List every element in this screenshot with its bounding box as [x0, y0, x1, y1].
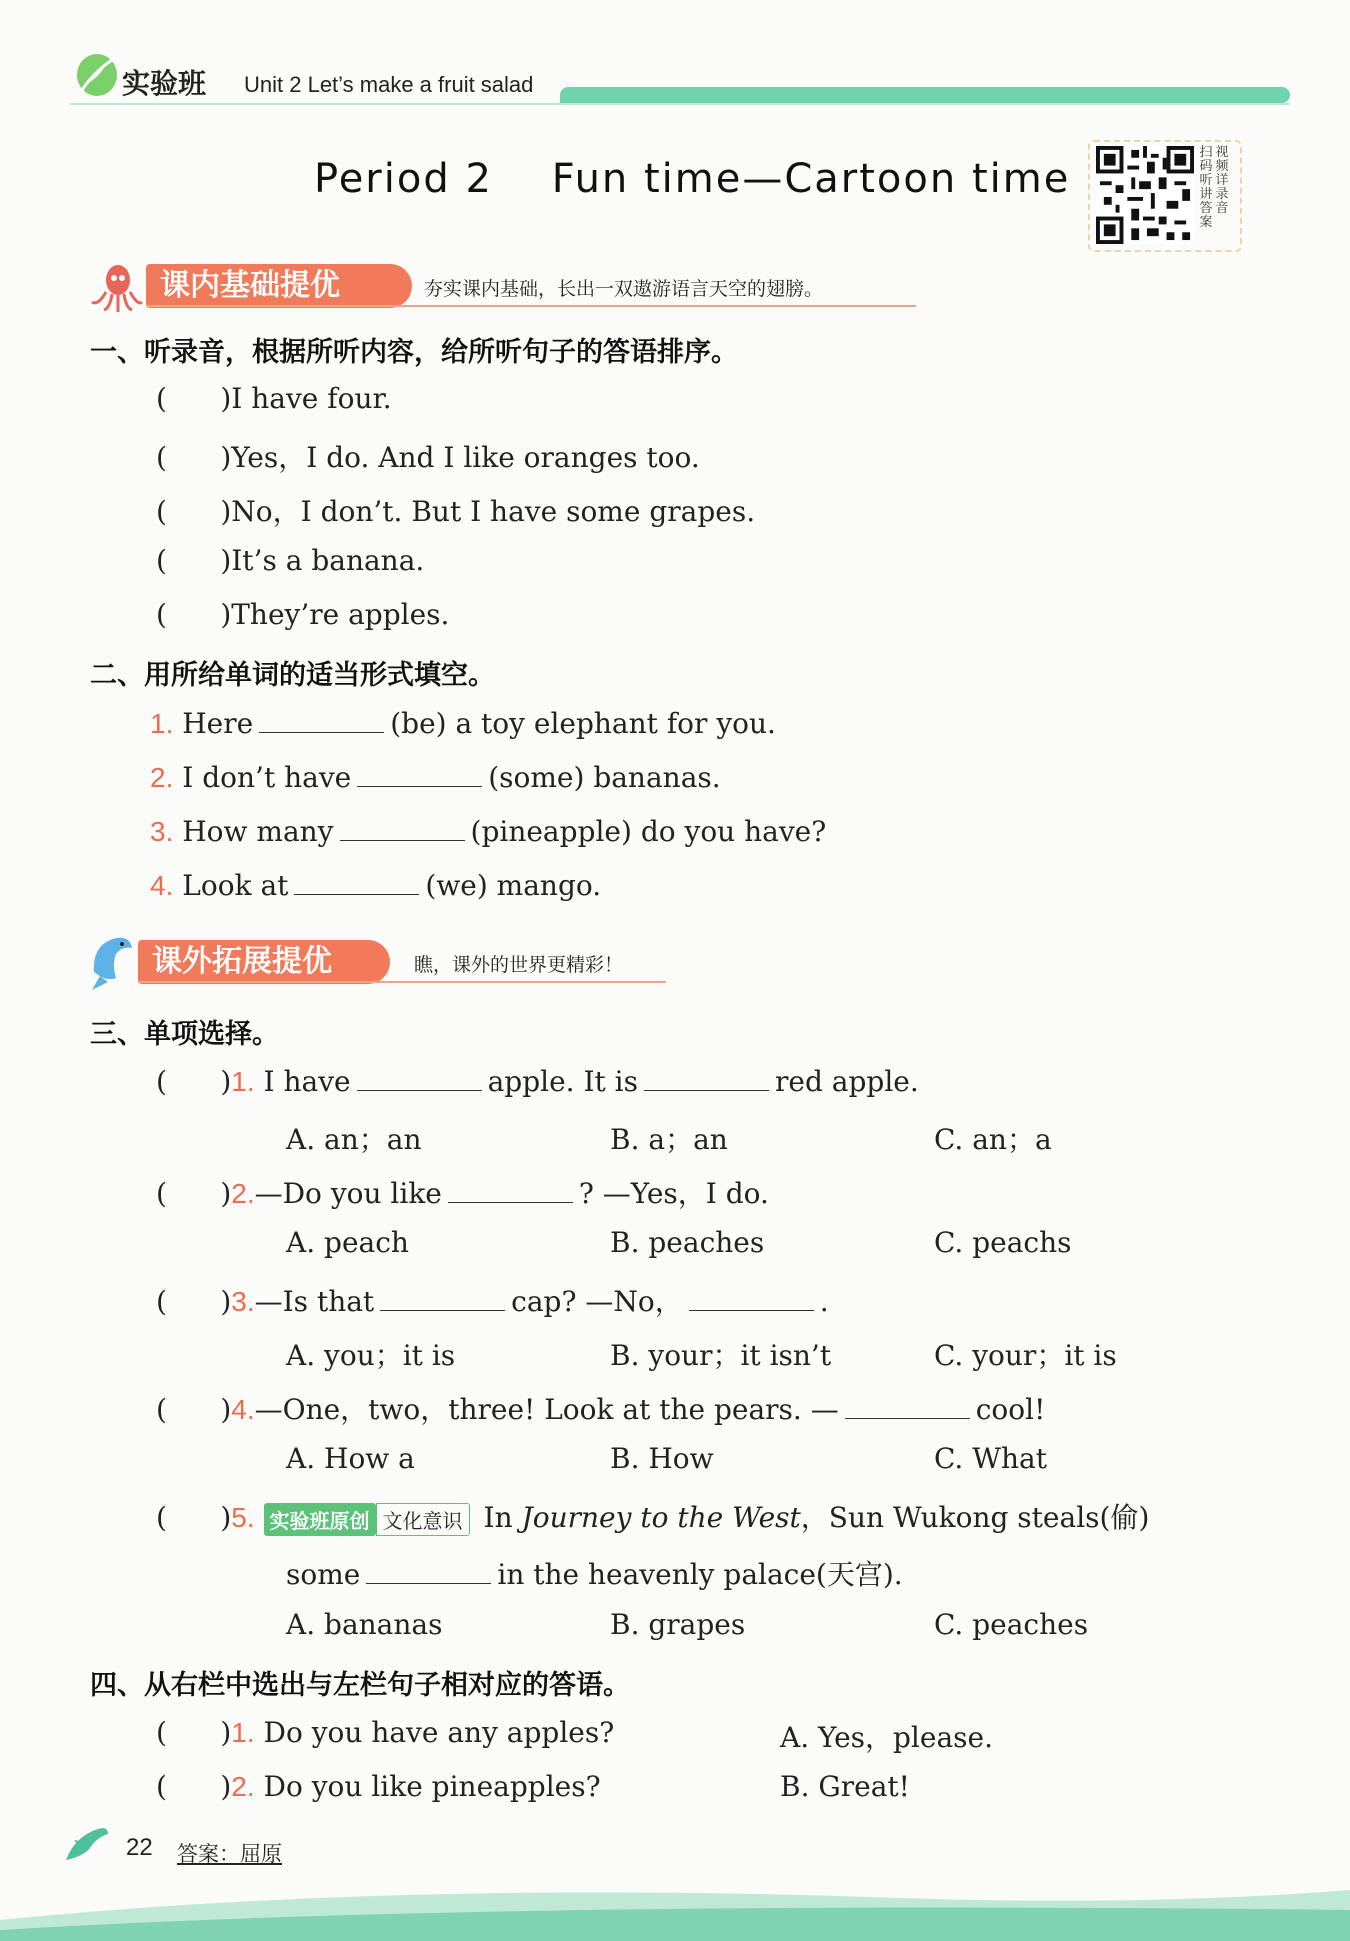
option-a[interactable]: A. an；an: [286, 1123, 422, 1156]
option-a[interactable]: A. you；it is: [286, 1339, 456, 1372]
fill-blank-item: 3. How many (pineapple) do you have?: [150, 815, 827, 848]
page-title: Period 2 Fun time—Cartoon time: [314, 156, 1071, 202]
fill-blank-item: 4. Look at (we) mango.: [150, 869, 602, 902]
option-a[interactable]: A. bananas: [286, 1608, 443, 1641]
answer-blank[interactable]: [357, 760, 482, 787]
answer-bracket[interactable]: ( ): [156, 441, 232, 474]
answer-bracket[interactable]: ( ): [156, 1065, 232, 1098]
answer-bracket[interactable]: ( ): [156, 1393, 232, 1426]
qr-code-box[interactable]: [1088, 140, 1242, 252]
qr-code-icon[interactable]: [1096, 146, 1194, 244]
page-number: 22: [126, 1834, 153, 1861]
unit-title: Unit 2 Let’s make a fruit salad: [244, 72, 534, 97]
answer-bracket[interactable]: ( ): [156, 598, 232, 631]
option-c[interactable]: C. What: [934, 1442, 1047, 1475]
question-2: ( )2.—Do you like ? —Yes，I do.: [156, 1177, 769, 1210]
option-b[interactable]: B. grapes: [610, 1608, 746, 1641]
section-3-title: 三、单项选择。: [90, 1019, 279, 1050]
answer-blank[interactable]: [448, 1176, 573, 1203]
option-b[interactable]: B. How: [610, 1442, 714, 1475]
match-item-1: ( )1. Do you have any apples?: [156, 1716, 615, 1749]
section-banner-extended: 课外拓展提优: [138, 940, 390, 984]
section-2-title: 二、用所给单词的适当形式填空。: [90, 660, 495, 691]
list-item: ( )I have four.: [156, 382, 392, 415]
answer-blank[interactable]: [366, 1557, 491, 1584]
leaf-logo-icon: [74, 52, 120, 98]
match-item-2: ( )2. Do you like pineapples?: [156, 1770, 601, 1803]
question-3: ( )3.—Is that cap? —No， .: [156, 1285, 829, 1318]
answer-blank[interactable]: [357, 1064, 482, 1091]
list-item: ( )It’s a banana.: [156, 544, 425, 577]
answer-bracket[interactable]: ( ): [156, 495, 232, 528]
section-4-title: 四、从右栏中选出与左栏句子相对应的答语。: [90, 1670, 630, 1701]
answer-note: 答案：屈原: [177, 1842, 282, 1866]
banner-slogan: 瞧，课外的世界更精彩！: [414, 954, 624, 976]
fill-blank-item: 2. I don’t have (some) bananas.: [150, 761, 721, 794]
answer-bracket[interactable]: ( ): [156, 1716, 232, 1749]
question-5-continued: some in the heavenly palace(天宫).: [286, 1558, 903, 1591]
match-answer-b[interactable]: B. Great!: [780, 1770, 910, 1803]
squid-mascot-icon: [88, 262, 144, 314]
header-accent-bar: [560, 87, 1290, 103]
match-answer-a[interactable]: A. Yes，please.: [780, 1721, 993, 1754]
original-tag: 实验班原创: [264, 1503, 376, 1536]
brand-name: 实验班: [122, 67, 207, 100]
option-a[interactable]: A. How a: [286, 1442, 415, 1475]
question-4: ( )4.—One，two，three! Look at the pears. — cool!: [156, 1393, 1046, 1426]
answer-bracket[interactable]: ( ): [156, 1285, 232, 1318]
option-c[interactable]: C. your；it is: [934, 1339, 1117, 1372]
option-c[interactable]: C. an；a: [934, 1123, 1052, 1156]
option-c[interactable]: C. peaches: [934, 1608, 1089, 1641]
answer-blank[interactable]: [644, 1064, 769, 1091]
answer-blank[interactable]: [689, 1284, 814, 1311]
answer-blank[interactable]: [845, 1392, 970, 1419]
answer-blank[interactable]: [259, 706, 384, 733]
option-b[interactable]: B. peaches: [610, 1226, 765, 1259]
qr-caption: 扫 视 码 频 听 详 讲 录 答 音 案: [1199, 145, 1229, 230]
answer-blank[interactable]: [340, 814, 465, 841]
list-item: ( )No，I don’t. But I have some grapes.: [156, 495, 756, 528]
option-b[interactable]: B. a；an: [610, 1123, 728, 1156]
section-banner-in-class: 课内基础提优: [146, 264, 412, 308]
dolphin-mascot-icon: [86, 932, 136, 992]
header-divider: [70, 103, 1290, 105]
culture-tag: 文化意识: [376, 1503, 470, 1536]
footer-wave: [0, 1880, 1350, 1941]
question-5: ( )5. 实验班原创 文化意识 In Journey to the West，Sun Wukong steals(偷): [156, 1501, 1150, 1534]
option-c[interactable]: C. peachs: [934, 1226, 1072, 1259]
section-1-title: 一、听录音，根据所听内容，给所听句子的答语排序。: [90, 337, 738, 368]
banner-slogan: 夯实课内基础，长出一双遨游语言天空的翅膀。: [424, 278, 824, 300]
question-1: ( )1. I have apple. It is red apple.: [156, 1065, 919, 1098]
answer-bracket[interactable]: ( ): [156, 1770, 232, 1803]
answer-blank[interactable]: [294, 868, 419, 895]
option-b[interactable]: B. your；it isn’t: [610, 1339, 832, 1372]
list-item: ( )Yes，I do. And I like oranges too.: [156, 441, 700, 474]
answer-bracket[interactable]: ( ): [156, 1177, 232, 1210]
answer-bracket[interactable]: ( ): [156, 544, 232, 577]
answer-bracket[interactable]: ( ): [156, 382, 232, 415]
option-a[interactable]: A. peach: [286, 1226, 409, 1259]
fill-blank-item: 1. Here (be) a toy elephant for you.: [150, 707, 776, 740]
dolphin-footer-icon: [62, 1822, 112, 1866]
answer-bracket[interactable]: ( ): [156, 1501, 232, 1534]
list-item: ( )They’re apples.: [156, 598, 450, 631]
answer-blank[interactable]: [380, 1284, 505, 1311]
